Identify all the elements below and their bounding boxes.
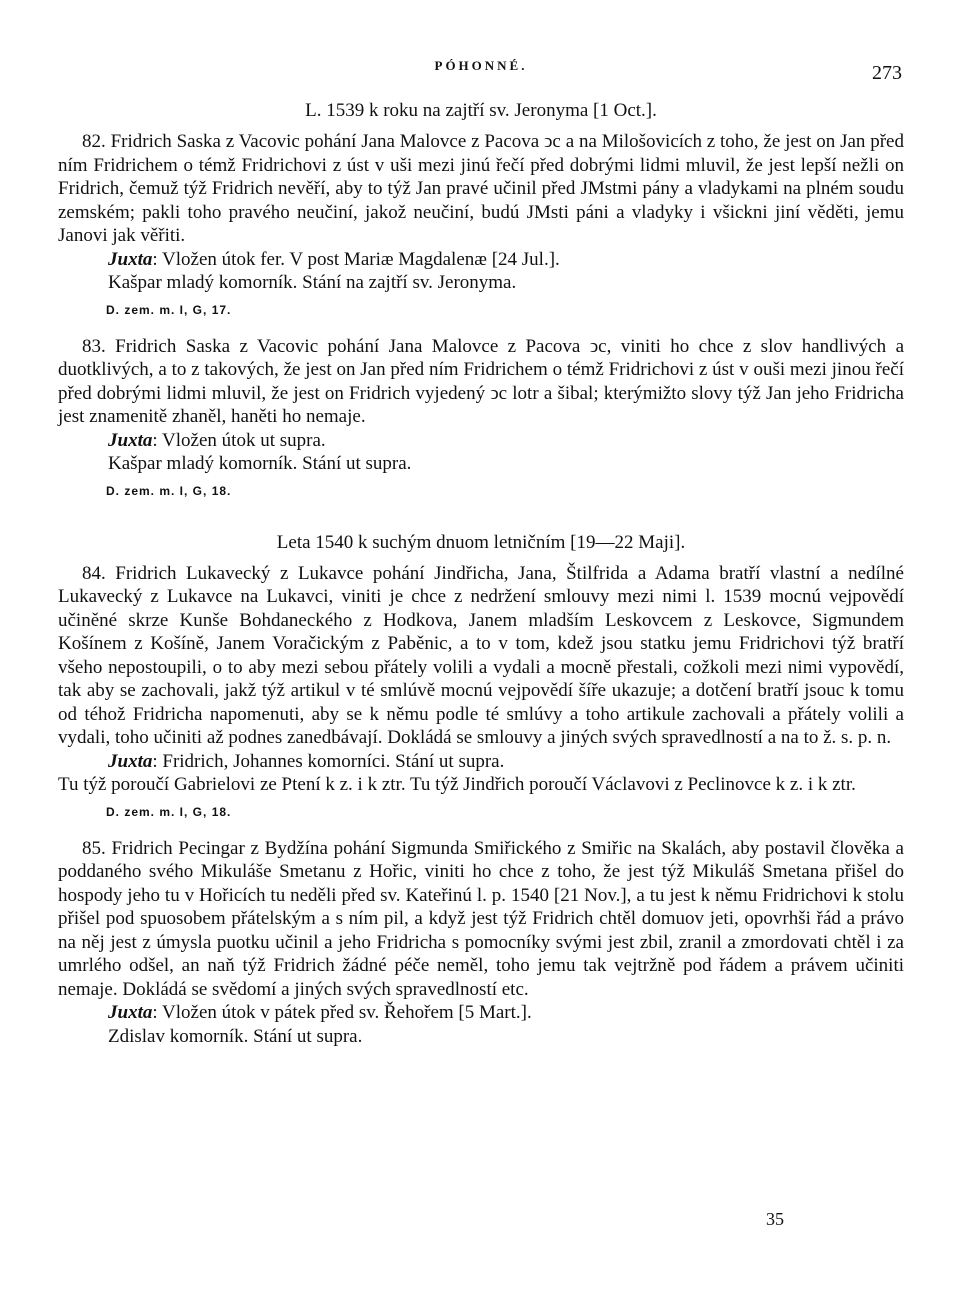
juxta-text: : Vložen útok v pátek před sv. Řehořem [5 Mart.]. — [152, 1002, 532, 1023]
juxta-label: Juxta — [108, 1002, 153, 1023]
entry-line-2: Kašpar mladý komorník. Stání ut supra. — [108, 453, 412, 474]
entry-date: Leta 1540 k suchým dnuom letničním [19—22 Maji]. — [276, 531, 686, 553]
juxta-text: : Fridrich, Johannes komorníci. Stání ut supra. — [152, 750, 505, 772]
entry-line-2: Zdislav komorník. Stání ut supra. — [108, 1025, 363, 1047]
juxta-line — [58, 750, 904, 774]
entry-reference: D. zem. m. I, G, 18. — [106, 804, 232, 819]
document-page — [58, 0, 904, 1299]
entry-text: 85. Fridrich Pecingar z Bydžína pohání Sigmunda Smiřického z Smiřic na Skalách, aby postavil člověka a poddaného svého Mikuláše Smetanu z Hořic, viniti ho chce z toho, že jest týž Mikuláš Smetana přišel do hospody jeho tu v Hořicích tu neděli před sv. Kateřinú l. p. 1540 [21 Nov.], a tu jest k němu Fridrichovi k stolu přišel pod spuosobem přátelským a s ním pil, a když jest týž Fridrich chtěl domuov jeti, opovrhši řád a právo na něj jest z úmysla puotku učinil a jeho Fridricha s pomocníky svými jest zbil, zranil a zmordovati chtěl i za umrlého odšel, an naň týž Fridrich žádné péče neměl, toho jemu tak vejtržně pod řádem a právem učiniti nemaje. Dokládá se svědomí a jiných svých spravedlností etc. — [58, 837, 904, 1000]
entry-reference: D. zem. m. I, G, 18. — [106, 483, 232, 498]
entry-text: 83. Fridrich Saska z Vacovic pohání Jana Malovce z Pacova ↄc, viniti ho chce z slov handlivých a duotklivých, a to z takových, že jest on Jan před ním Fridrichem o témž Fridrichovi z úst v ouši mezi jinou řečí před dobrými lidmi mluvil, že jest on Fridrich vyjedený ↄc lotr a šibal; kterýmižto slovy týž Jan jeho Fridricha jest znamenitě zhaněl, haněti ho nemaje. — [58, 335, 904, 427]
document-body — [58, 100, 904, 1048]
entry-text: 82. Fridrich Saska z Vacovic pohání Jana Malovce z Pacova ↄc a na Milošovicích z toho, že jest on Jan před ním Fridrichem o témž Fridrichovi z úst v uši mezi jinú řečí před dobrými lidmi mluvil, že jest lepší nežli on Fridrich, čemuž týž Fridrich nevěří, aby to týž Jan pravé učinil před JMstmi pány a vladykami na plném soudu zemském; pakli toho pravého neučiní, jakož neučiní, budú JMsti páni a vladyky i všickni jiní věděti, jemu Janovi jak věřiti. — [58, 131, 904, 246]
entry-reference: D. zem. m. I, G, 17. — [106, 302, 232, 317]
signature-mark: 35 — [766, 1209, 784, 1229]
juxta-line — [58, 429, 904, 453]
entry-text: 84. Fridrich Lukavecký z Lukavce pohání Jindřicha, Jana, Štilfrida a Adama bratří vlastní a nedílné Lukavecký z Lukavce na Lukavci, viniti je chce z nedržení smlouvy mezi nimi l. 1539 mocnú vejpovědí učiněné skrze Kunše Bohdaneckého z Hodkova, Janem mladším Leskovcem z Leskovce, Sigmundem Košínem z Košíně, Janem Voračickým z Paběnic, a to v tom, kdež jsou statku jemu Fridrichovi týž bratří všeho nepostoupili, o to aby mezi sebou přátely volili a vydali a mocně přestali, cožkoli mezi nimi vypovědí, tak aby se zachovali, jakž týž artikul v té smlúvě mocnú vejpovědí šíře ukazuje; a dotčení bratří jsouc k tomu od téhož Fridricha napomenuti, aby se k němu podle té smlúvy a toho artikule zachovali a přátely volili a vydali, toho učiniti až podnes zanedbávají. Dokládá se smlouvy a jiných svých spravedlností a na to ž. s. p. n. — [58, 562, 904, 748]
entry-date: L. 1539 k roku na zajtří sv. Jeronyma [1 Oct.]. — [305, 100, 657, 121]
juxta-line — [58, 1001, 904, 1025]
running-title: PÓHONNÉ. — [434, 58, 528, 73]
juxta-text: : Vložen útok fer. V post Mariæ Magdalenæ [24 Jul.]. — [152, 248, 560, 270]
page-number: 273 — [872, 62, 902, 84]
juxta-label: Juxta — [108, 750, 153, 772]
entry-line-2: Kašpar mladý komorník. Stání na zajtří sv. Jeronyma. — [108, 272, 517, 293]
juxta-label: Juxta — [108, 248, 153, 270]
juxta-text: : Vložen útok ut supra. — [152, 429, 326, 451]
entry-line-2: Tu týž poroučí Gabrielovi ze Ptení k z. i k ztr. Tu týž Jindřich poroučí Václavovi z Peclinovce k z. i k ztr. — [58, 774, 856, 795]
juxta-label: Juxta — [108, 429, 153, 451]
juxta-line — [58, 248, 904, 272]
